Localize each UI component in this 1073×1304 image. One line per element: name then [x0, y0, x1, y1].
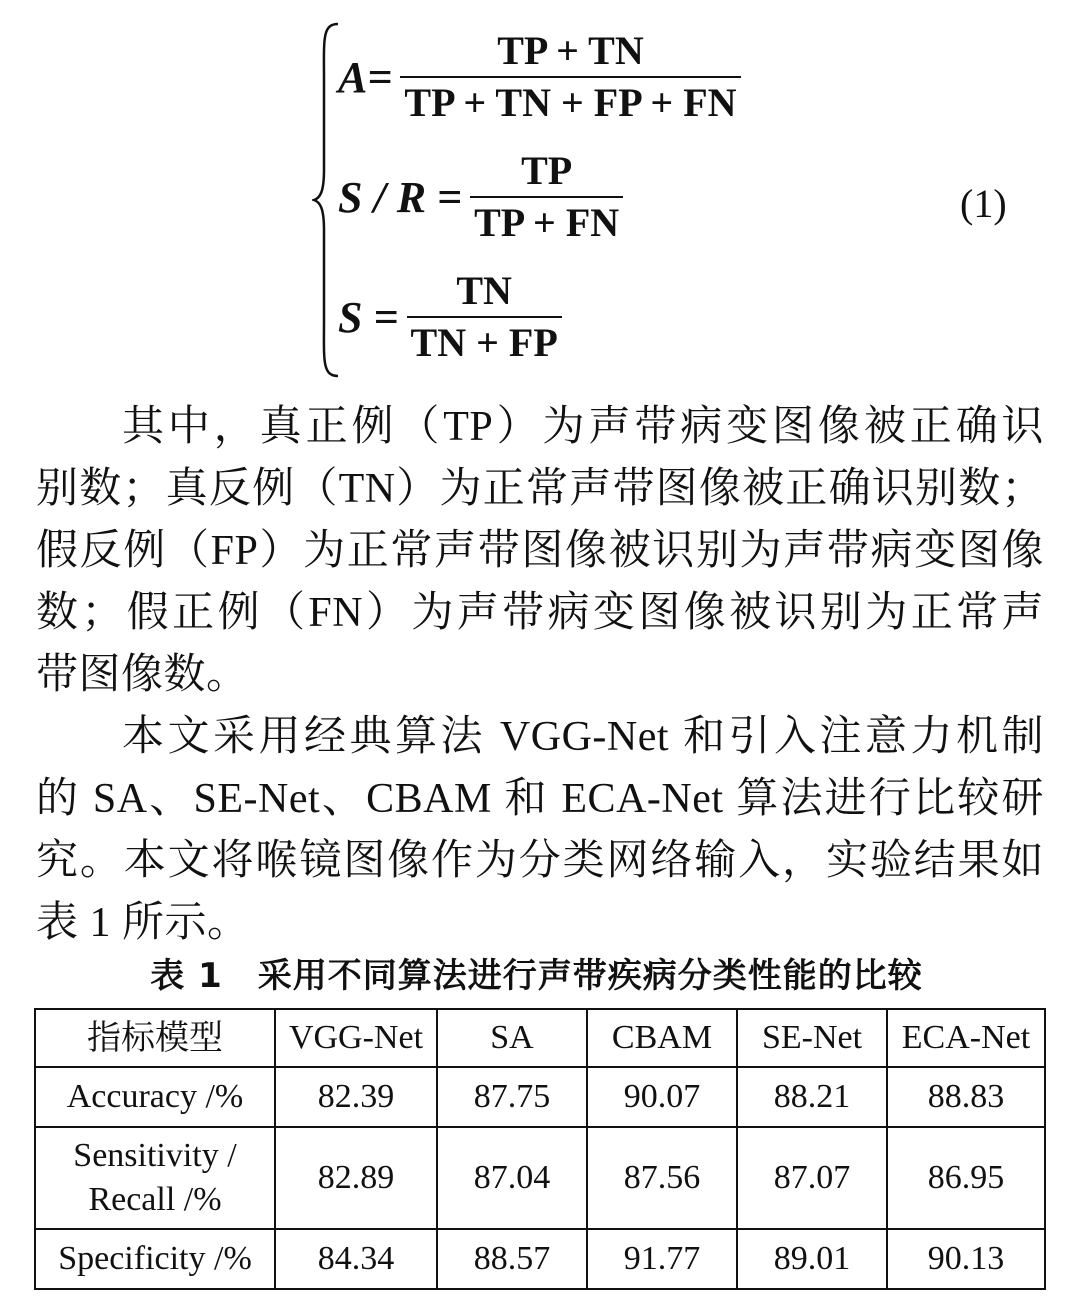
table-cell: 89.01 — [737, 1229, 887, 1289]
fraction — [400, 26, 740, 128]
equation-row-sensitivity — [338, 146, 623, 248]
fraction — [407, 266, 562, 368]
text-line: 的 SA、SE-Net、CBAM 和 ECA-Net 算法进行比较研 — [36, 776, 1044, 822]
equation-lhs: S / R = — [338, 172, 463, 222]
table-cell: 87.56 — [587, 1127, 737, 1229]
column-header: SE-Net — [737, 1009, 887, 1067]
equation-block — [312, 20, 1052, 380]
text-line: 假反例（FP）为正常声带图像被识别为声带病变图像 — [36, 528, 1044, 574]
table-cell: 91.77 — [587, 1229, 737, 1289]
equation-number: (1) — [960, 181, 1007, 226]
text-line: 其中，真正例（TP）为声带病变图像被正确识 — [122, 404, 1044, 450]
text-line: 本文采用经典算法 VGG-Net 和引入注意力机制 — [122, 714, 1044, 760]
table-row — [35, 1067, 1045, 1127]
table-cell: 87.07 — [737, 1127, 887, 1229]
equation-lhs: A= — [338, 52, 393, 102]
column-header: SA — [437, 1009, 587, 1067]
column-header: CBAM — [587, 1009, 737, 1067]
table-cell: 84.34 — [275, 1229, 437, 1289]
column-header: VGG-Net — [275, 1009, 437, 1067]
row-label — [35, 1127, 275, 1229]
row-label-line: Sensitivity / — [73, 1137, 237, 1174]
table-row — [35, 1229, 1045, 1289]
table-row — [35, 1127, 1045, 1229]
denominator: TN + FP — [410, 320, 558, 365]
equation-row-specificity — [338, 266, 562, 368]
table-cell: 82.89 — [275, 1127, 437, 1229]
numerator: TP + TN — [497, 28, 644, 73]
paragraph-methods — [36, 706, 1044, 954]
row-label: Specificity /% — [35, 1229, 275, 1289]
equation-lhs: S = — [338, 292, 399, 342]
text-line: 究。本文将喉镜图像作为分类网络输入，实验结果如 — [36, 838, 1044, 884]
text-line: 带图像数。 — [36, 652, 249, 698]
table-cell: 90.13 — [887, 1229, 1045, 1289]
table-cell: 90.07 — [587, 1067, 737, 1127]
text-line: 表 1 所示。 — [36, 900, 250, 946]
table-cell: 82.39 — [275, 1067, 437, 1127]
numerator: TP — [521, 148, 573, 193]
denominator: TP + FN — [474, 200, 620, 245]
table-cell: 86.95 — [887, 1127, 1045, 1229]
table-caption: 表 1 采用不同算法进行声带疾病分类性能的比较 — [150, 956, 923, 996]
denominator: TP + TN + FP + FN — [404, 80, 737, 125]
table-header-row — [35, 1009, 1045, 1067]
table-cell: 88.57 — [437, 1229, 587, 1289]
table-cell: 88.83 — [887, 1067, 1045, 1127]
text-line: 别数；真反例（TN）为正常声带图像被正确识别数； — [36, 466, 1044, 512]
row-label: Accuracy /% — [35, 1067, 275, 1127]
numerator: TN — [456, 268, 512, 313]
equation-row-accuracy — [338, 26, 741, 128]
column-header: ECA-Net — [887, 1009, 1045, 1067]
row-label-line: Recall /% — [88, 1181, 222, 1218]
results-table — [34, 1008, 1046, 1290]
text-line: 数；假正例（FN）为声带病变图像被识别为正常声 — [36, 590, 1044, 636]
table-cell: 87.04 — [437, 1127, 587, 1229]
paragraph-definitions — [36, 396, 1044, 706]
table-corner-header: 指标模型 — [35, 1009, 275, 1067]
table-cell: 87.75 — [437, 1067, 587, 1127]
fraction — [470, 146, 623, 248]
table-cell: 88.21 — [737, 1067, 887, 1127]
